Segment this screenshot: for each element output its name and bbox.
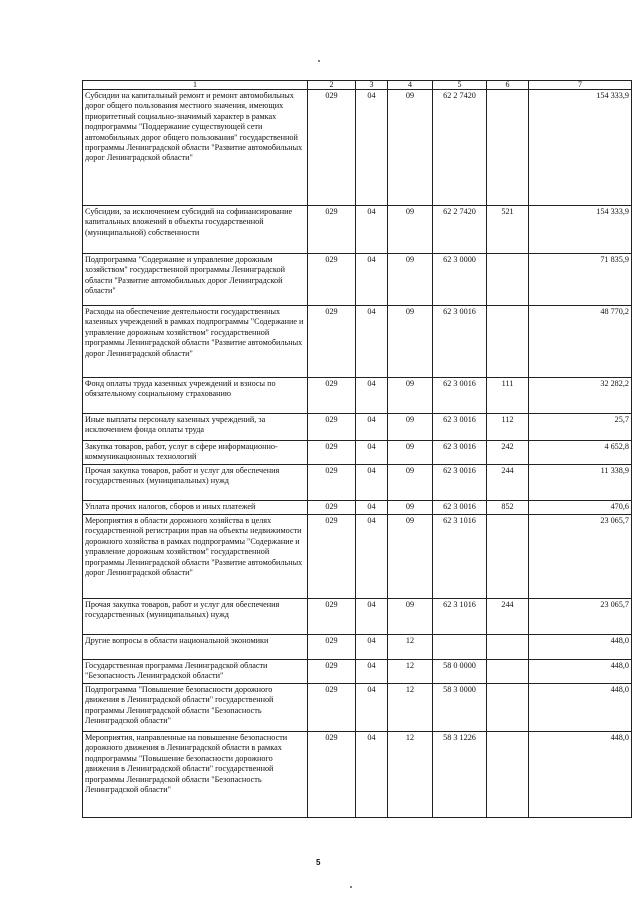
table-row [83,501,632,515]
row-description: Уплата прочих налогов, сборов и иных платежей [83,501,308,515]
table-row [83,515,632,599]
column-header: 3 [356,81,388,90]
expense-type-code: 521 [487,206,529,254]
subsection-code: 12 [388,684,433,732]
target-article-code: 58 3 0000 [433,684,487,732]
row-description: Фонд оплаты труда казенных учреждений и взносы по обязательному социальному страхованию [83,378,308,414]
target-article-code: 62 2 7420 [433,206,487,254]
ministry-code: 029 [308,599,356,635]
ministry-code: 029 [308,414,356,441]
ministry-code: 029 [308,515,356,599]
section-code: 04 [356,635,388,660]
table-row [83,414,632,441]
expense-type-code [487,306,529,378]
subsection-code: 09 [388,414,433,441]
target-article-code: 62 3 0016 [433,441,487,465]
amount: 23 065,7 [529,599,632,635]
expense-type-code: 242 [487,441,529,465]
amount: 4 652,8 [529,441,632,465]
row-description: Мероприятия в области дорожного хозяйства в целях государственной регистрации прав на объекты недвижимости дорожного хозяйства в рамках подпрограммы "Содержание и управление дорожным хозяйством" государственной программы Ленинградской области "Развитие автомобильных дорог Ленинградской области" [83,515,308,599]
subsection-code: 09 [388,465,433,501]
ministry-code: 029 [308,378,356,414]
row-description: Субсидии на капитальный ремонт и ремонт автомобильных дорог общего пользования местного значения, имеющих приоритетный социально-значимый характер в рамках подпрограммы "Поддержание существующей сети автомобильных дорог общего пользования" государственной программы Ленинградской области "Развитие автомобильных дорог Ленинградской области" [83,90,308,206]
row-description: Закупка товаров, работ, услуг в сфере информационно-коммуникационных технологий [83,441,308,465]
amount: 23 065,7 [529,515,632,599]
ministry-code: 029 [308,90,356,206]
expense-type-code: 244 [487,465,529,501]
table-row [83,732,632,818]
section-code: 04 [356,684,388,732]
section-code: 04 [356,465,388,501]
target-article-code: 62 3 1016 [433,599,487,635]
table-row [83,441,632,465]
column-header: 7 [529,81,632,90]
expense-type-code [487,660,529,684]
column-header: 4 [388,81,433,90]
row-description: Подпрограмма "Повышение безопасности дорожного движения в Ленинградской области" государственной программы Ленинградской области "Безопасность Ленинградской области" [83,684,308,732]
budget-table [82,80,632,818]
ministry-code: 029 [308,306,356,378]
target-article-code: 62 3 0000 [433,254,487,306]
column-header: 1 [83,81,308,90]
section-code: 04 [356,732,388,818]
amount: 448,0 [529,684,632,732]
target-article-code: 62 3 0016 [433,465,487,501]
target-article-code: 62 2 7420 [433,90,487,206]
row-description: Расходы на обеспечение деятельности государственных казенных учреждений в рамках подпрограммы "Содержание и управление дорожным хозяйством" государственной программы Ленинградской области "Развитие автомобильных дорог Ленинградской области" [83,306,308,378]
scan-speck [350,886,352,888]
scan-speck [318,60,320,62]
amount: 470,6 [529,501,632,515]
target-article-code: 62 3 0016 [433,501,487,515]
target-article-code: 62 3 0016 [433,414,487,441]
column-header: 2 [308,81,356,90]
column-number-row [83,81,632,90]
row-description: Другие вопросы в области национальной экономики [83,635,308,660]
amount: 32 282,2 [529,378,632,414]
row-description: Прочая закупка товаров, работ и услуг для обеспечения государственных (муниципальных) нужд [83,599,308,635]
table-row [83,378,632,414]
amount: 448,0 [529,732,632,818]
amount: 448,0 [529,660,632,684]
expense-type-code [487,684,529,732]
amount: 448,0 [529,635,632,660]
row-description: Субсидии, за исключением субсидий на софинансирование капитальных вложений в объекты государственной (муниципальной) собственности [83,206,308,254]
row-description: Иные выплаты персоналу казенных учреждений, за исключением фонда оплаты труда [83,414,308,441]
subsection-code: 12 [388,635,433,660]
table-row [83,306,632,378]
ministry-code: 029 [308,684,356,732]
amount: 11 338,9 [529,465,632,501]
target-article-code: 62 3 1016 [433,515,487,599]
row-description: Мероприятия, направленные на повышение безопасности дорожного движения в Ленинградской области в рамках подпрограммы "Повышение безопасности дорожного движения в Ленинградской области" государственной программы Ленинградской области "Безопасность Ленинградской области" [83,732,308,818]
amount: 25,7 [529,414,632,441]
section-code: 04 [356,378,388,414]
amount: 154 333,9 [529,206,632,254]
expense-type-code [487,732,529,818]
ministry-code: 029 [308,206,356,254]
target-article-code [433,635,487,660]
subsection-code: 09 [388,378,433,414]
expense-type-code: 244 [487,599,529,635]
amount: 154 333,9 [529,90,632,206]
subsection-code: 09 [388,90,433,206]
expense-type-code [487,635,529,660]
expense-type-code [487,515,529,599]
table-row [83,684,632,732]
section-code: 04 [356,206,388,254]
ministry-code: 029 [308,254,356,306]
table-row [83,599,632,635]
target-article-code: 58 0 0000 [433,660,487,684]
column-header: 5 [433,81,487,90]
row-description: Государственная программа Ленинградской области "Безопасность Ленинградской области" [83,660,308,684]
amount: 71 835,9 [529,254,632,306]
row-description: Прочая закупка товаров, работ и услуг для обеспечения государственных (муниципальных) нужд [83,465,308,501]
ministry-code: 029 [308,635,356,660]
section-code: 04 [356,90,388,206]
subsection-code: 09 [388,254,433,306]
table-row [83,465,632,501]
subsection-code: 12 [388,660,433,684]
target-article-code: 58 3 1226 [433,732,487,818]
expense-type-code: 112 [487,414,529,441]
section-code: 04 [356,660,388,684]
column-header: 6 [487,81,529,90]
ministry-code: 029 [308,660,356,684]
table-row [83,206,632,254]
ministry-code: 029 [308,441,356,465]
expense-type-code: 852 [487,501,529,515]
expense-type-code: 111 [487,378,529,414]
expense-type-code [487,254,529,306]
section-code: 04 [356,441,388,465]
target-article-code: 62 3 0016 [433,306,487,378]
subsection-code: 09 [388,501,433,515]
page-number: 5 [316,858,321,867]
subsection-code: 09 [388,306,433,378]
table-row [83,635,632,660]
section-code: 04 [356,414,388,441]
ministry-code: 029 [308,501,356,515]
subsection-code: 09 [388,515,433,599]
amount: 48 770,2 [529,306,632,378]
ministry-code: 029 [308,465,356,501]
subsection-code: 12 [388,732,433,818]
section-code: 04 [356,501,388,515]
expense-type-code [487,90,529,206]
section-code: 04 [356,254,388,306]
table-row [83,90,632,206]
table-row [83,660,632,684]
ministry-code: 029 [308,732,356,818]
table-row [83,254,632,306]
subsection-code: 09 [388,599,433,635]
row-description: Подпрограмма "Содержание и управление дорожным хозяйством" государственной программы Ленинградской области "Развитие автомобильных дорог Ленинградской области" [83,254,308,306]
target-article-code: 62 3 0016 [433,378,487,414]
subsection-code: 09 [388,206,433,254]
subsection-code: 09 [388,441,433,465]
section-code: 04 [356,599,388,635]
section-code: 04 [356,306,388,378]
section-code: 04 [356,515,388,599]
